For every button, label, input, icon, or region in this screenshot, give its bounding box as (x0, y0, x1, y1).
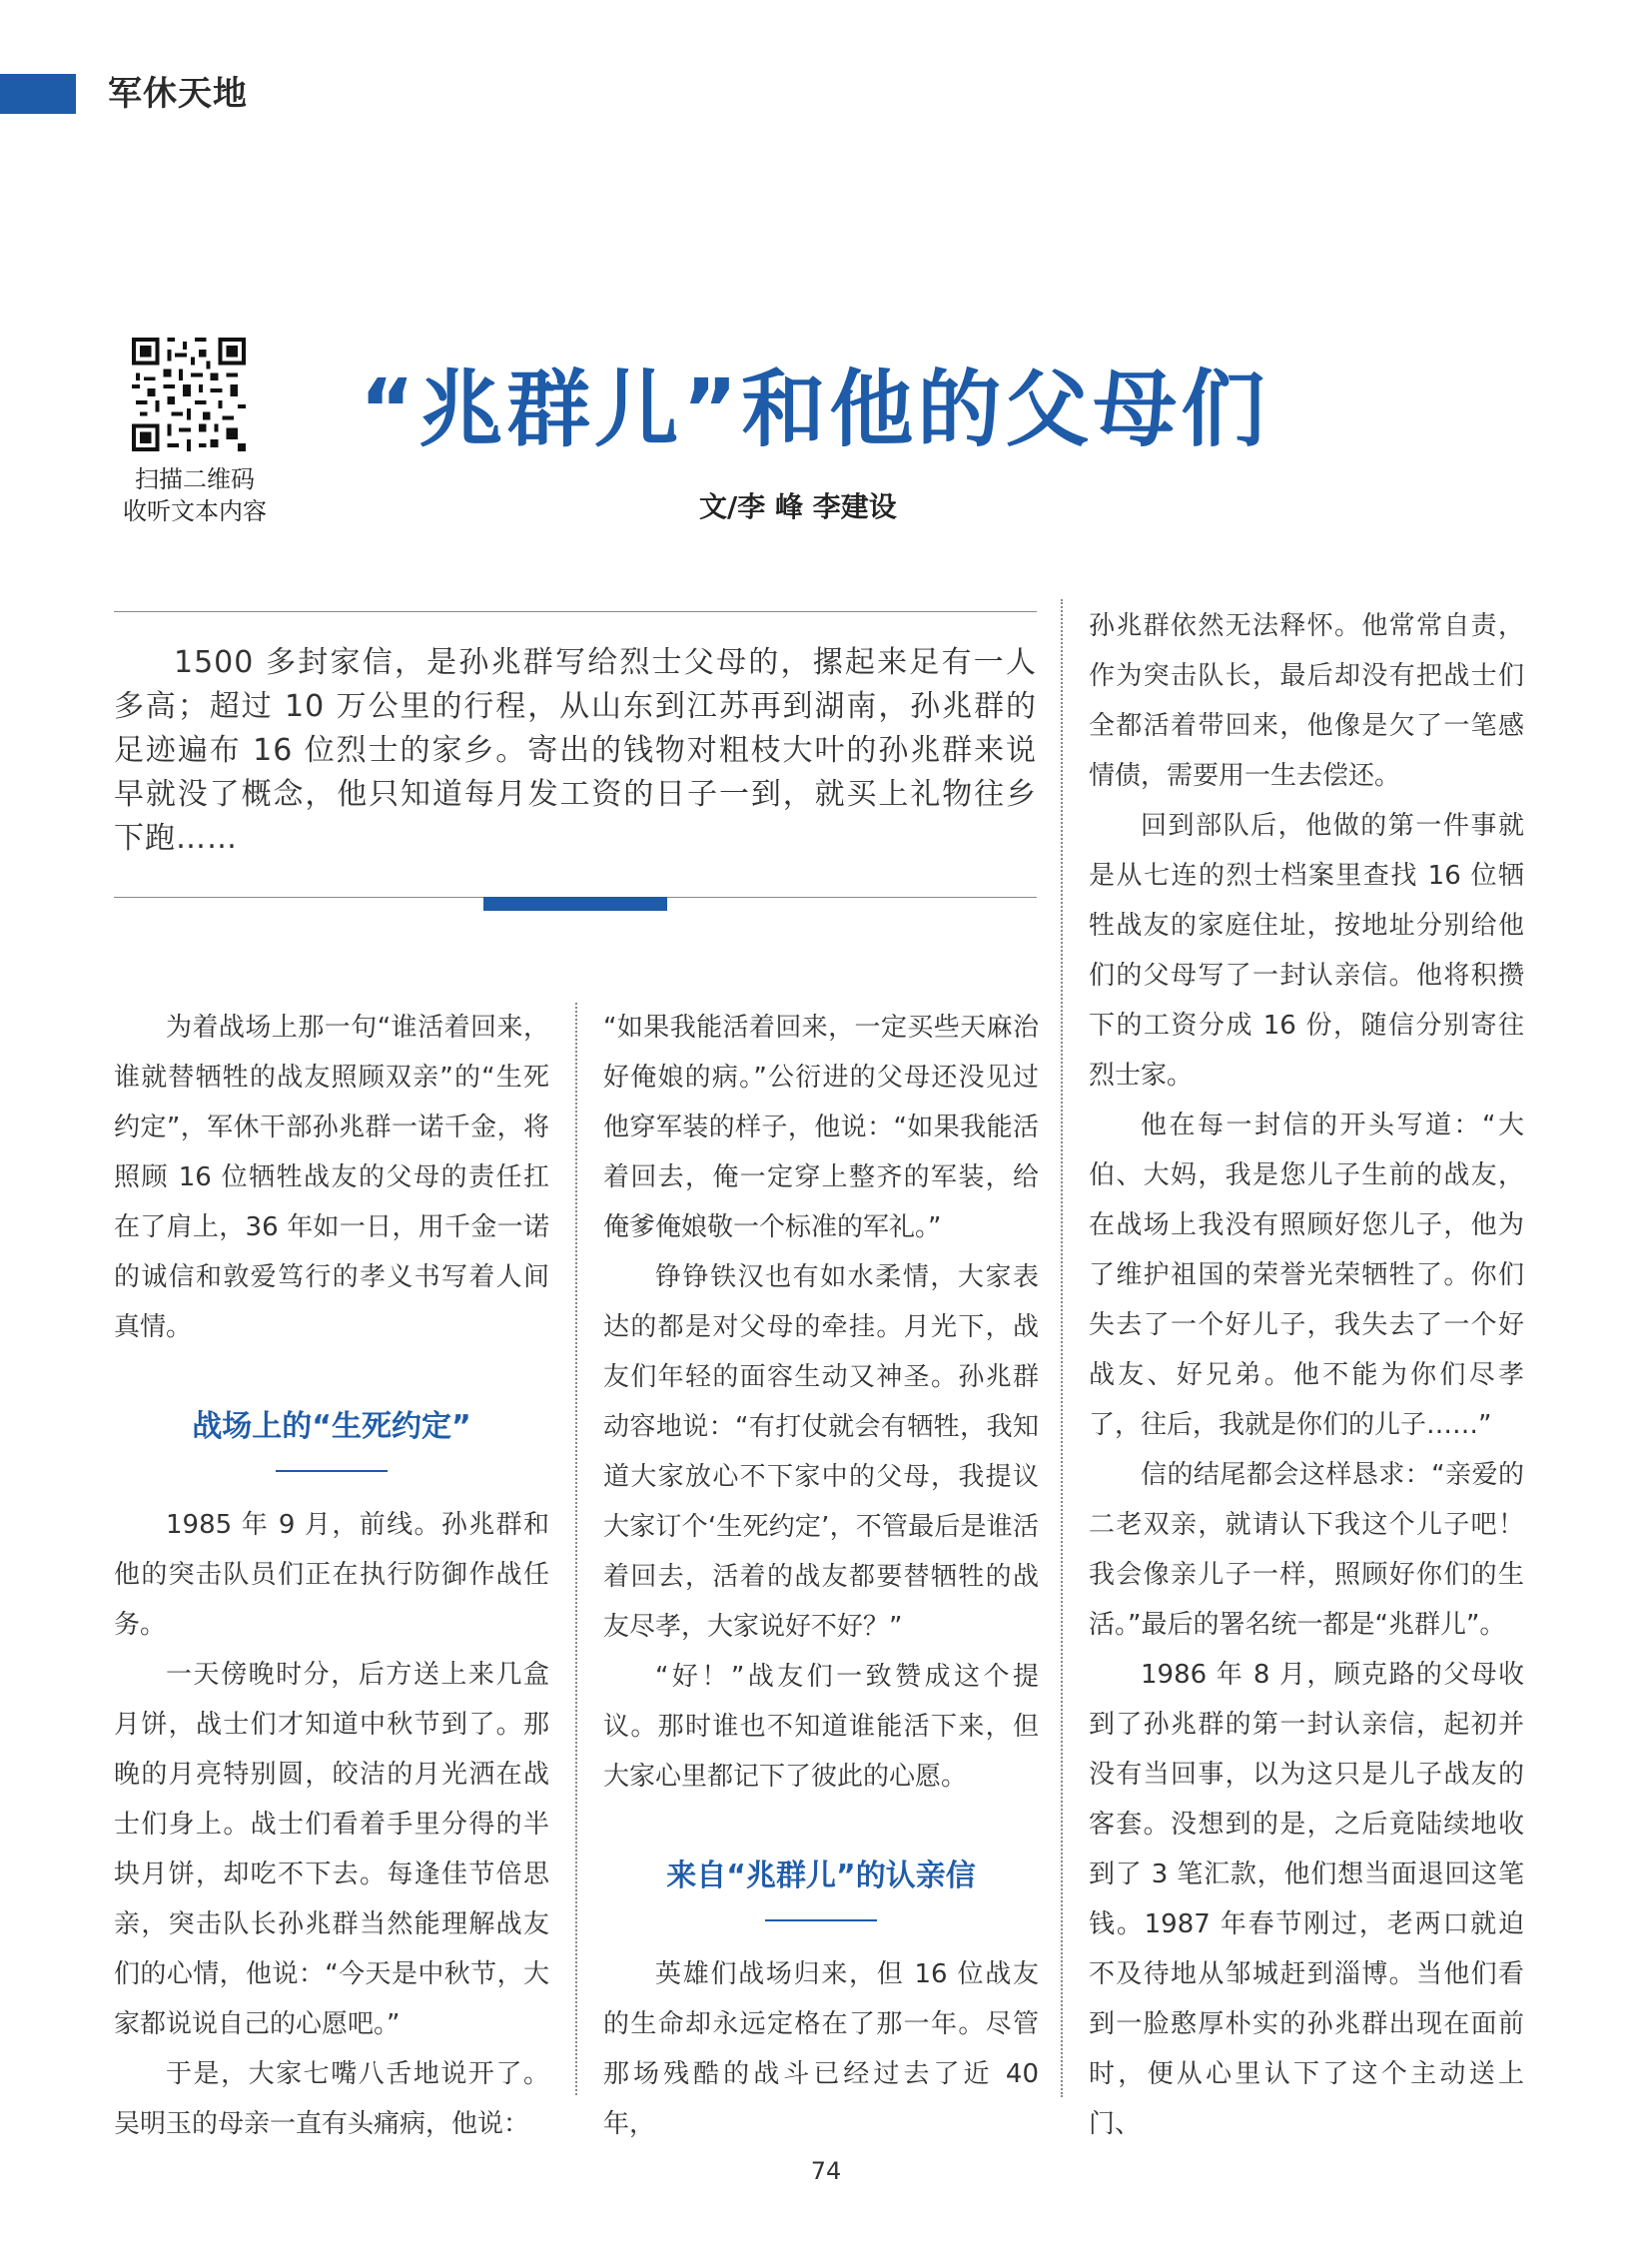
page-number: 74 (810, 2157, 842, 2185)
paragraph: 为着战场上那一句“谁活着回来，谁就替牺牲的战友照顾双亲”的“生死约定”，军休干部孙兆群一诺千金，将照顾 16 位牺牲战友的父母的责任扛在了肩上，36 年如一日，用千金一诺的诚信和敦爱笃行的孝义书写着人间真情。 (114, 1013, 549, 1342)
section-name: 军休天地 (108, 74, 248, 114)
paragraph: 信的结尾都会这样恳求：“亲爱的二老双亲，就请认下我这个儿子吧！我会像亲儿子一样，照顾好你们的生活。”最后的署名统一都是“兆群儿”。 (1089, 1460, 1524, 1640)
paragraph: “如果我能活着回来，一定买些天麻治好俺娘的病。”公衍进的父母还没见过他穿军装的样子，他说：“如果我能活着回去，俺一定穿上整齐的军装，给俺爹俺娘敬一个标准的军礼。” (603, 1013, 1039, 1242)
section-color-bar (0, 74, 76, 114)
subheading-rule (765, 1919, 877, 1921)
byline: 文/李 峰 李建设 (699, 490, 897, 523)
article-title: “兆群儿”和他的父母们 (360, 361, 1269, 458)
paragraph: 1986 年 8 月，顾克路的父母收到了孙兆群的第一封认亲信，起初并没有当回事，以为这只是儿子战友的客套。没想到的是，之后竟陆续地收到了 3 笔汇款，他们想当面退回这笔钱。1987 年春节刚过，老两口就迫不及待地从邹城赶到淄博。当他们看到一脸憨厚朴实的孙兆群出现在面前时，便从心里认下了这个主动送上门、 (1089, 1660, 1524, 2139)
paragraph: 于是，大家七嘴八舌地说开了。吴明玉的母亲一直有头痛病，他说： (114, 2059, 549, 2139)
paragraph: 一天傍晚时分，后方送上来几盒月饼，战士们才知道中秋节到了。那晚的月亮特别圆，皎洁的月光洒在战士们身上。战士们看着手里分得的半块月饼，却吃不下去。每逢佳节倍思亲，突击队长孙兆群当然能理解战友们的心情，他说：“今天是中秋节，大家都说说自己的心愿吧。” (114, 1660, 549, 2039)
column-divider (1061, 599, 1063, 2097)
subheading-rule (276, 1470, 388, 1472)
lead-top-rule (114, 611, 1037, 612)
paragraph: 1985 年 9 月，前线。孙兆群和他的突击队员们正在执行防御作战任务。 (114, 1510, 549, 1640)
lead-paragraph: 1500 多封家信，是孙兆群写给烈士父母的，摞起来足有一人多高；超过 10 万公里的行程，从山东到江苏再到湖南，孙兆群的足迹遍布 16 位烈士的家乡。寄出的钱物对粗枝大叶的孙兆群来说早就没了概念，他只知道每月发工资的日子一到，就买上礼物往乡下跑…… (114, 645, 1037, 856)
column-divider (575, 1003, 577, 2095)
subheading: 来自“兆群儿”的认亲信 (666, 1859, 976, 1893)
paragraph: “好！”战友们一致赞成这个提议。那时谁也不知道谁能活下来，但大家心里都记下了彼此的心愿。 (603, 1662, 1039, 1792)
body-column-2 (603, 1003, 1039, 2149)
paragraph: 英雄们战场归来，但 16 位战友的生命却永远定格在了那一年。尽管那场残酷的战斗已经过去了近 40 年， (603, 1959, 1039, 2139)
paragraph: 他在每一封信的开头写道：“大伯、大妈，我是您儿子生前的战友，在战场上我没有照顾好您儿子，他为了维护祖国的荣誉光荣牺牲了。你们失去了一个好儿子，我失去了一个好战友、好兄弟。他不能为你们尽孝了，往后，我就是你们的儿子……” (1089, 1111, 1524, 1440)
qr-caption-line2: 收听文本内容 (123, 497, 267, 525)
qr-code[interactable] (132, 338, 246, 451)
qr-caption (110, 463, 280, 527)
paragraph: 铮铮铁汉也有如水柔情，大家表达的都是对父母的牵挂。月光下，战友们年轻的面容生动又神圣。孙兆群动容地说：“有打仗就会有牺牲，我知道大家放心不下家中的父母，我提议大家订个‘生死约定’，不管最后是谁活着回去，活着的战友都要替牺牲的战友尽孝，大家说好不好？” (603, 1262, 1039, 1642)
paragraph: 回到部队后，他做的第一件事就是从七连的烈士档案里查找 16 位牺牲战友的家庭住址，按地址分别给他们的父母写了一封认亲信。他将积攒下的工资分成 16 份，随信分别寄往烈士家。 (1089, 811, 1524, 1091)
lead-accent-bar (483, 897, 667, 911)
subheading: 战场上的“生死约定” (192, 1409, 471, 1444)
body-column-3 (1089, 601, 1524, 2149)
qr-caption-line1: 扫描二维码 (135, 465, 255, 493)
paragraph: 孙兆群依然无法释怀。他常常自责，作为突击队长，最后却没有把战士们全都活着带回来，他像是欠了一笔感情债，需要用一生去偿还。 (1089, 611, 1524, 791)
body-column-1 (114, 1003, 549, 2149)
